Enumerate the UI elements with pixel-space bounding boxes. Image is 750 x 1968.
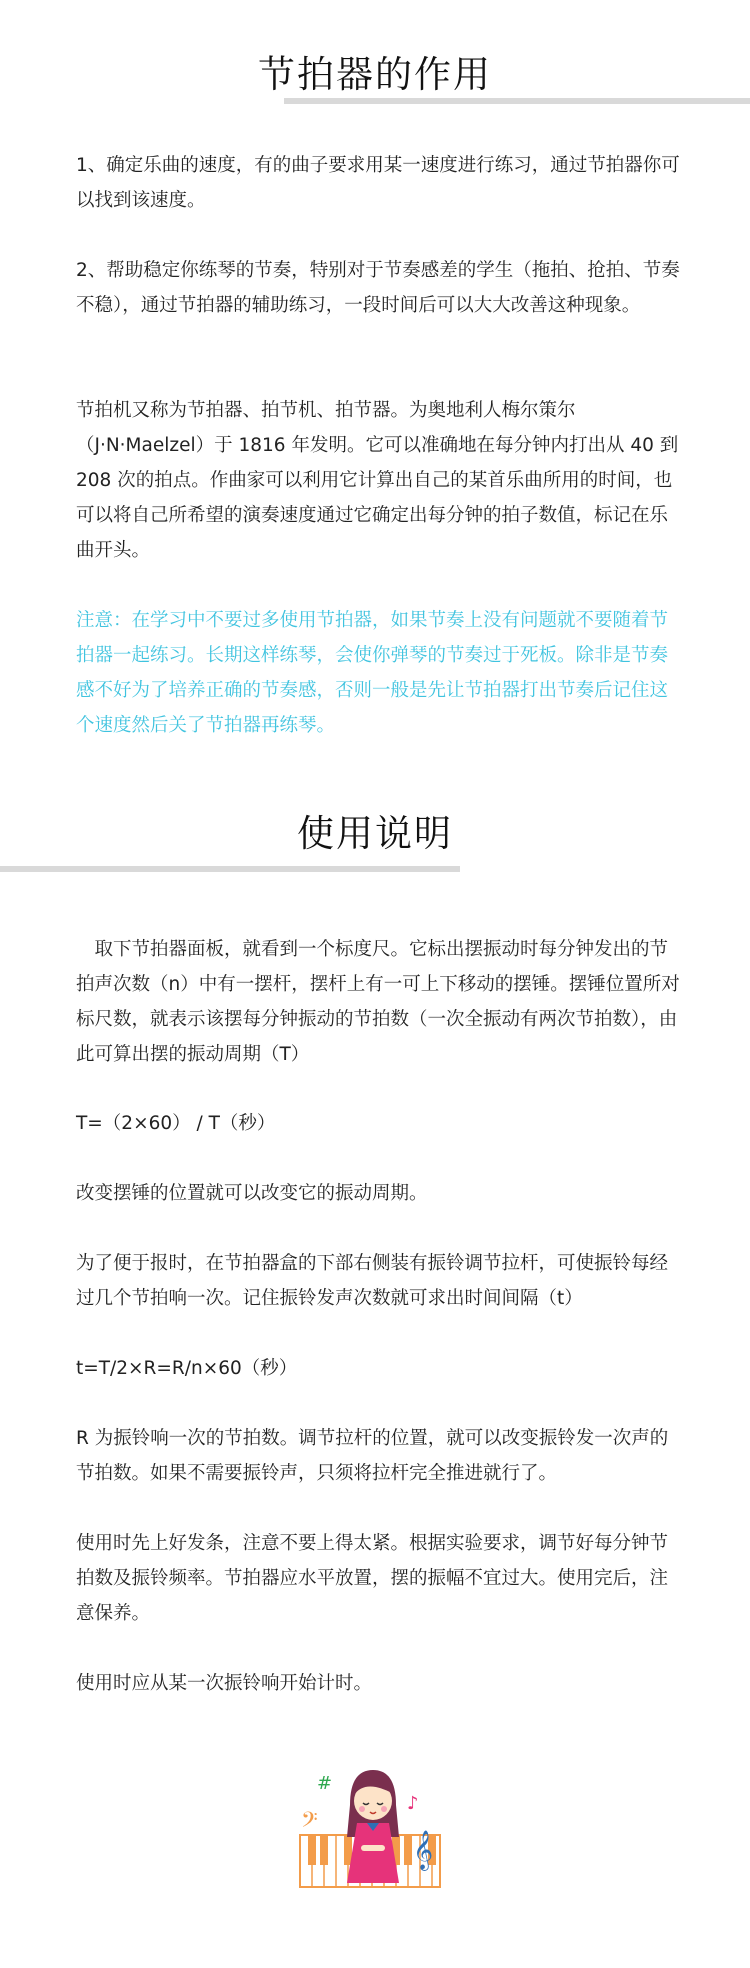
paragraph-bell: 为了便于报时，在节拍器盒的下部右侧装有振铃调节拉杆，可使振铃每经过几个节拍响一次。记住振铃发声次数就可求出时间间隔（t） <box>76 1253 669 1309</box>
formula-period: T=（2×60） / T（秒） <box>76 1113 276 1134</box>
note-paragraph: 注意：在学习中不要过多使用节拍器，如果节奏上没有问题就不要随着节拍器一起练习。长期这样练琴，会使你弹琴的节奏过于死板。除非是节奏感不好为了培养正确的节奏感，否则一般是先让节拍器打出节奏后记住这个速度然后关了节拍器再练琴。 <box>76 610 669 736</box>
paragraph-timing: 使用时应从某一次振铃响开始计时。 <box>76 1673 373 1694</box>
formula-interval: t=T/2×R=R/n×60（秒） <box>76 1358 298 1379</box>
paragraph-pendulum: 取下节拍器面板，就看到一个标度尺。它标出摆振动时每分钟发出的节拍声次数（n）中有一摆杆，摆杆上有一可上下移动的摆锤。摆锤位置所对标尺数，就表示该摆每分钟振动的节拍数（一次全振动有两次节拍数），由此可算出摆的振动周期（T） <box>76 939 680 1065</box>
svg-text:𝄢: 𝄢 <box>301 1808 318 1838</box>
paragraph-history: 节拍机又称为节拍器、拍节机、拍节器。为奥地利人梅尔策尔（J·N·Maelzel）于 1816 年发明。它可以准确地在每分钟内打出从 40 到 208 次的拍点。作曲家可以利用它计算出自己的某首乐曲所用的时间，也可以将自己所希望的演奏速度通过它确定出每分钟的拍子数值，标记在乐曲开头。 <box>76 400 679 561</box>
svg-text:𝄞: 𝄞 <box>413 1830 434 1870</box>
section-title-instructions: 使用说明 <box>297 812 453 855</box>
girl-piano-illustration <box>295 1765 455 1895</box>
section-title-metronome-purpose: 节拍器的作用 <box>258 53 492 96</box>
paragraph-speed: 1、确定乐曲的速度，有的曲子要求用某一速度进行练习，通过节拍器你可以找到该速度。 <box>76 155 680 211</box>
paragraph-change-period: 改变摆锤的位置就可以改变它的振动周期。 <box>76 1183 428 1204</box>
title-underline-2 <box>0 866 460 872</box>
title-underline <box>284 98 750 104</box>
paragraph-rhythm: 2、帮助稳定你练琴的节奏，特别对于节奏感差的学生（拖拍、抢拍、节奏不稳），通过节拍器的辅助练习，一段时间后可以大大改善这种现象。 <box>76 260 680 316</box>
paragraph-usage: 使用时先上好发条，注意不要上得太紧。根据实验要求，调节好每分钟节拍数及振铃频率。节拍器应水平放置，摆的振幅不宜过大。使用完后，注意保养。 <box>76 1533 669 1624</box>
paragraph-bell-count: R 为振铃响一次的节拍数。调节拉杆的位置，就可以改变振铃发一次声的节拍数。如果不需要振铃声，只须将拉杆完全推进就行了。 <box>76 1428 669 1484</box>
svg-text:#: # <box>317 1773 333 1794</box>
svg-text:♪: ♪ <box>407 1793 419 1814</box>
